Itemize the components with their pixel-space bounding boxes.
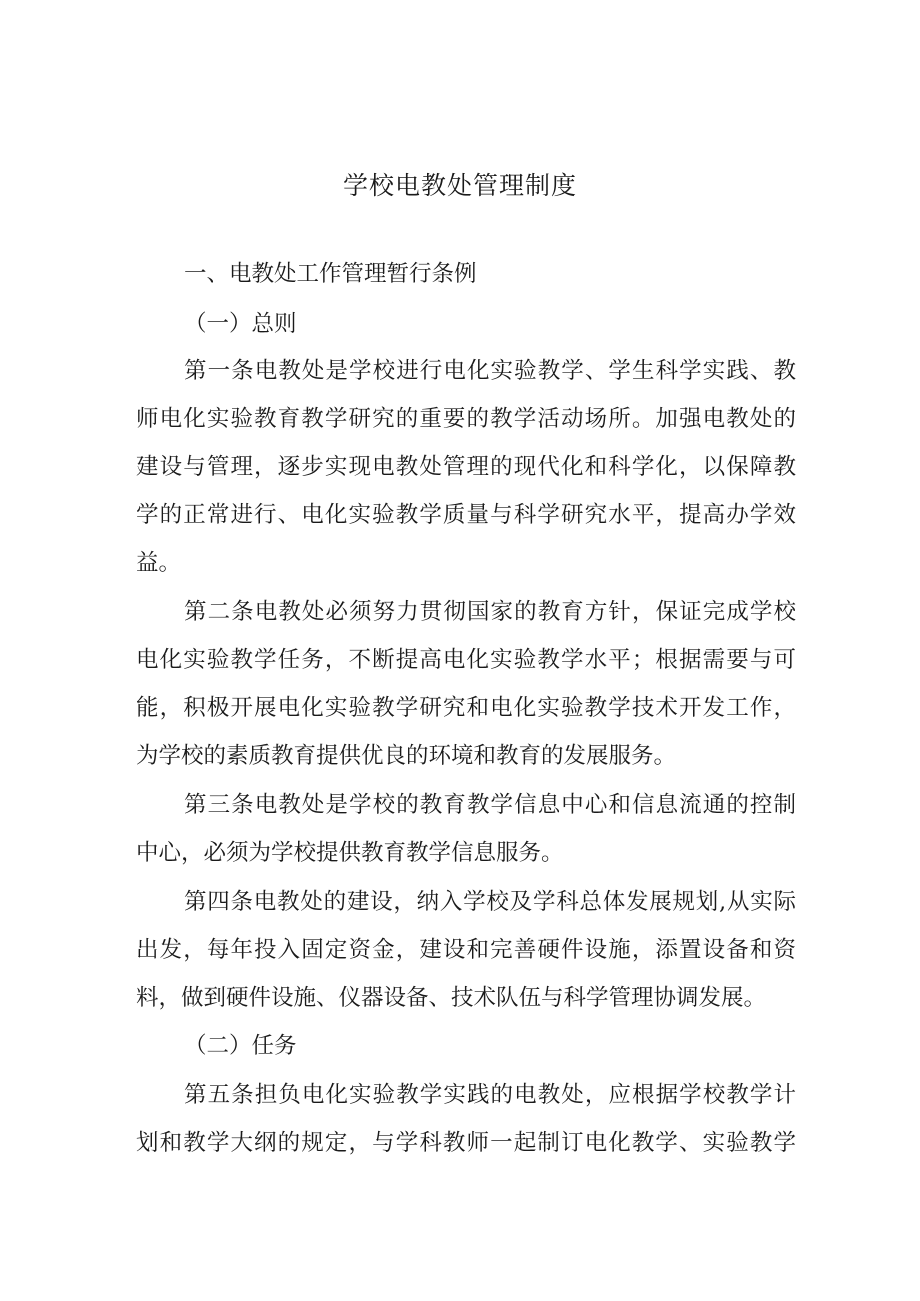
- paragraph-line: 学的正常进行、电化实验教学质量与科学研究水平，提高办学效: [136, 502, 796, 528]
- paragraph-line: 师电化实验教育教学研究的重要的教学活动场所。加强电教处的: [136, 406, 796, 432]
- document-title: 学校电教处管理制度: [342, 171, 577, 200]
- paragraph-line: 第二条电教处必须努力贯彻国家的教育方针，保证完成学校: [184, 599, 796, 625]
- subsection-heading-general: （一）总则: [184, 311, 297, 337]
- paragraph-line: 能，积极开展电化实验教学研究和电化实验教学技术开发工作，: [136, 695, 796, 721]
- paragraph-line: 划和教学大纲的规定，与学科教师一起制订电化教学、实验教学: [136, 1130, 796, 1156]
- paragraph-line: 为学校的素质教育提供优良的环境和教育的发展服务。: [136, 743, 677, 769]
- section-heading: 一、电教处工作管理暂行条例: [184, 261, 477, 287]
- paragraph-line: 第五条担负电化实验教学实践的电教处，应根据学校教学计: [184, 1082, 796, 1108]
- paragraph-line: 第一条电教处是学校进行电化实验教学、学生科学实践、教: [184, 358, 796, 384]
- paragraph-line: 益。: [136, 550, 182, 576]
- paragraph-line: 建设与管理，逐步实现电教处管理的现代化和科学化，以保障教: [136, 454, 796, 480]
- paragraph-line: 电化实验教学任务，不断提高电化实验教学水平；根据需要与可: [136, 647, 796, 673]
- paragraph-line: 第四条电教处的建设，纳入学校及学科总体发展规划,从实际: [184, 889, 796, 915]
- paragraph-line: 第三条电教处是学校的教育教学信息中心和信息流通的控制: [184, 792, 796, 818]
- paragraph-line: 料，做到硬件设施、仪器设备、技术队伍与科学管理协调发展。: [136, 985, 767, 1011]
- paragraph-line: 中心，必须为学校提供教育教学信息服务。: [136, 840, 564, 866]
- paragraph-line: 出发，每年投入固定资金，建设和完善硬件设施，添置设备和资: [136, 937, 796, 963]
- subsection-heading-tasks: （二）任务: [184, 1033, 297, 1059]
